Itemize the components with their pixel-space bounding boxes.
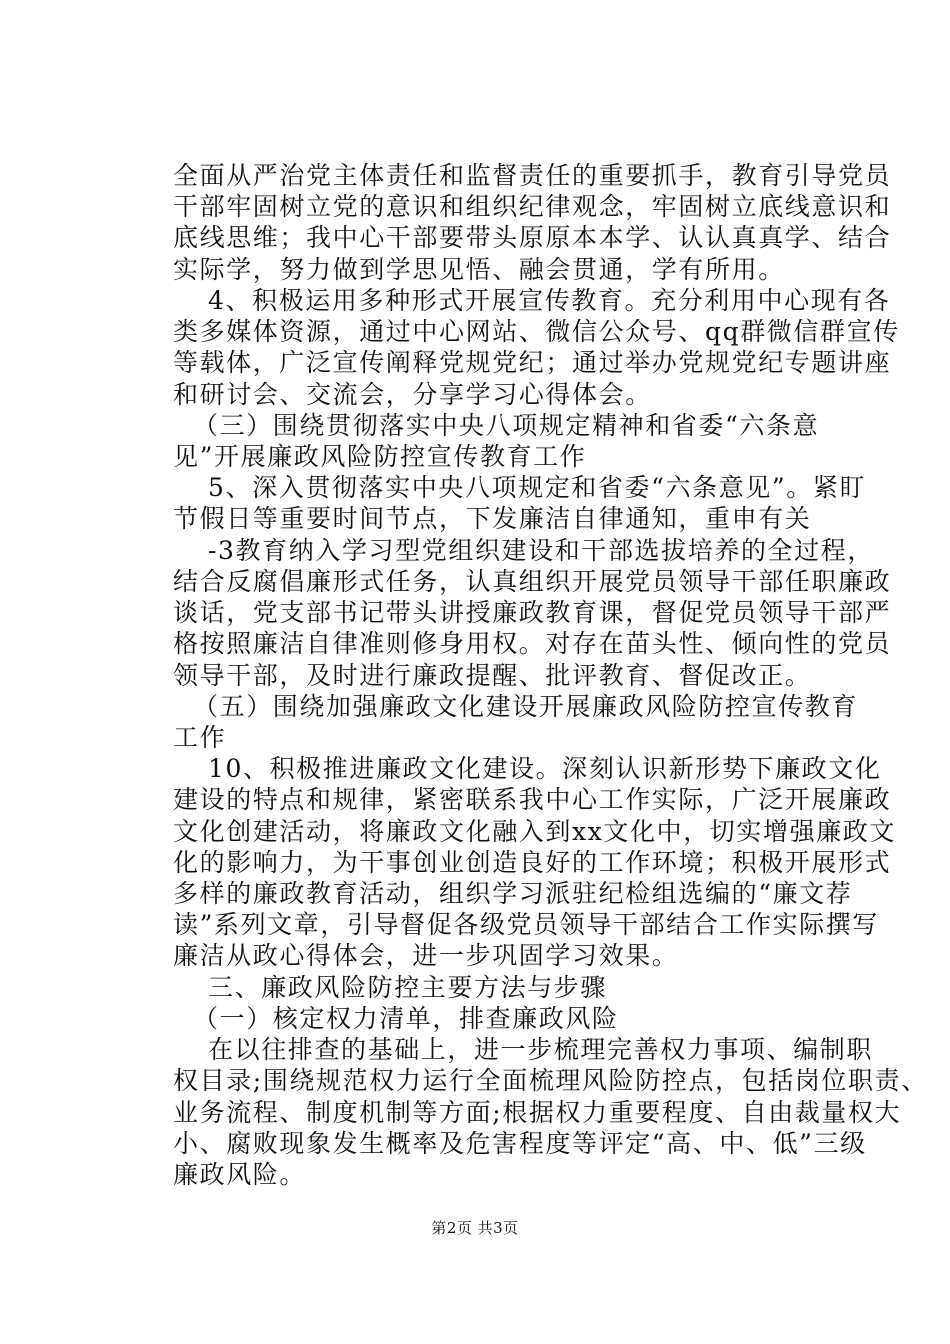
section-heading: 三、廉政风险防控主要方法与步骤 [208, 973, 608, 1002]
text-line: 权目录;围绕规范权力运行全面梳理风险防控点，包括岗位职责、 [173, 1066, 928, 1095]
text-line: 读”系列文章，引导督促各级党员领导干部结合工作实际撰写 [173, 910, 879, 939]
text-line: 在以往排查的基础上，进一步梳理完善权力事项、编制职 [208, 1035, 874, 1064]
text-line: 结合反腐倡廉形式任务，认真组织开展党员领导干部任职廉政 [173, 567, 892, 596]
text-line: 业务流程、制度机制等方面;根据权力重要程度、自由裁量权大 [173, 1098, 902, 1127]
text-line: 10、积极推进廉政文化建设。深刻认识新形势下廉政文化 [208, 754, 882, 783]
text-line: 实际学，努力做到学思见悟、融会贯通，学有所用。 [173, 255, 785, 284]
section-heading: （三）围绕贯彻落实中央八项规定精神和省委“六条意 [193, 411, 820, 440]
text-line: 多样的廉政教育活动，组织学习派驻纪检组选编的“廉文荐 [173, 879, 853, 908]
text-line: 干部牢固树立党的意识和组织纪律观念，牢固树立底线意识和 [173, 192, 892, 221]
text-line: 谈话，党支部书记带头讲授廉政教育课，督促党员领导干部严 [173, 598, 892, 627]
text-line: -3教育纳入学习型党组织建设和干部选拔培养的全过程， [208, 536, 874, 565]
text-line: 文化创建活动，将廉政文化融入到xx文化中，切实增强廉政文 [173, 817, 897, 846]
text-line: 4、积极运用多种形式开展宣传教育。充分利用中心现有各 [208, 286, 891, 315]
text-line: 底线思维；我中心干部要带头原原本本学、认认真真学、结合 [173, 223, 892, 252]
section-heading: 工作 [173, 723, 227, 752]
text-line: 廉洁从政心得体会，进一步巩固学习效果。 [173, 941, 679, 970]
section-heading: （五）围绕加强廉政文化建设开展廉政风险防控宣传教育 [193, 692, 859, 721]
text-line: 和研讨会、交流会，分享学习心得体会。 [173, 380, 652, 409]
text-line: 类多媒体资源，通过中心网站、微信公众号、qq群微信群宣传 [173, 317, 900, 346]
text-line: 领导干部，及时进行廉政提醒、批评教育、督促改正。 [173, 661, 812, 690]
text-line: 化的影响力，为干事创业创造良好的工作环境；积极开展形式 [173, 848, 892, 877]
text-line: 格按照廉洁自律准则修身用权。对存在苗头性、倾向性的党员 [173, 629, 892, 658]
text-line: 廉政风险。 [173, 1160, 307, 1189]
section-heading: 见”开展廉政风险防控宣传教育工作 [173, 442, 587, 471]
text-line: 5、深入贯彻落实中央八项规定和省委“六条意见”。紧盯 [208, 473, 867, 502]
text-line: 节假日等重要时间节点，下发廉洁自律通知，重申有关 [173, 504, 812, 533]
text-line: 等载体，广泛宣传阐释党规党纪；通过举办党规党纪专题讲座 [173, 348, 892, 377]
text-line: 建设的特点和规律，紧密联系我中心工作实际，广泛开展廉政 [173, 785, 892, 814]
text-line: 全面从严治党主体责任和监督责任的重要抓手，教育引导党员 [173, 161, 892, 190]
text-line: 小、腐败现象发生概率及危害程度等评定“高、中、低”三级 [173, 1129, 867, 1158]
section-heading: （一）核定权力清单，排查廉政风险 [193, 1004, 619, 1033]
page-number-footer: 第2页 共3页 [431, 1219, 519, 1237]
